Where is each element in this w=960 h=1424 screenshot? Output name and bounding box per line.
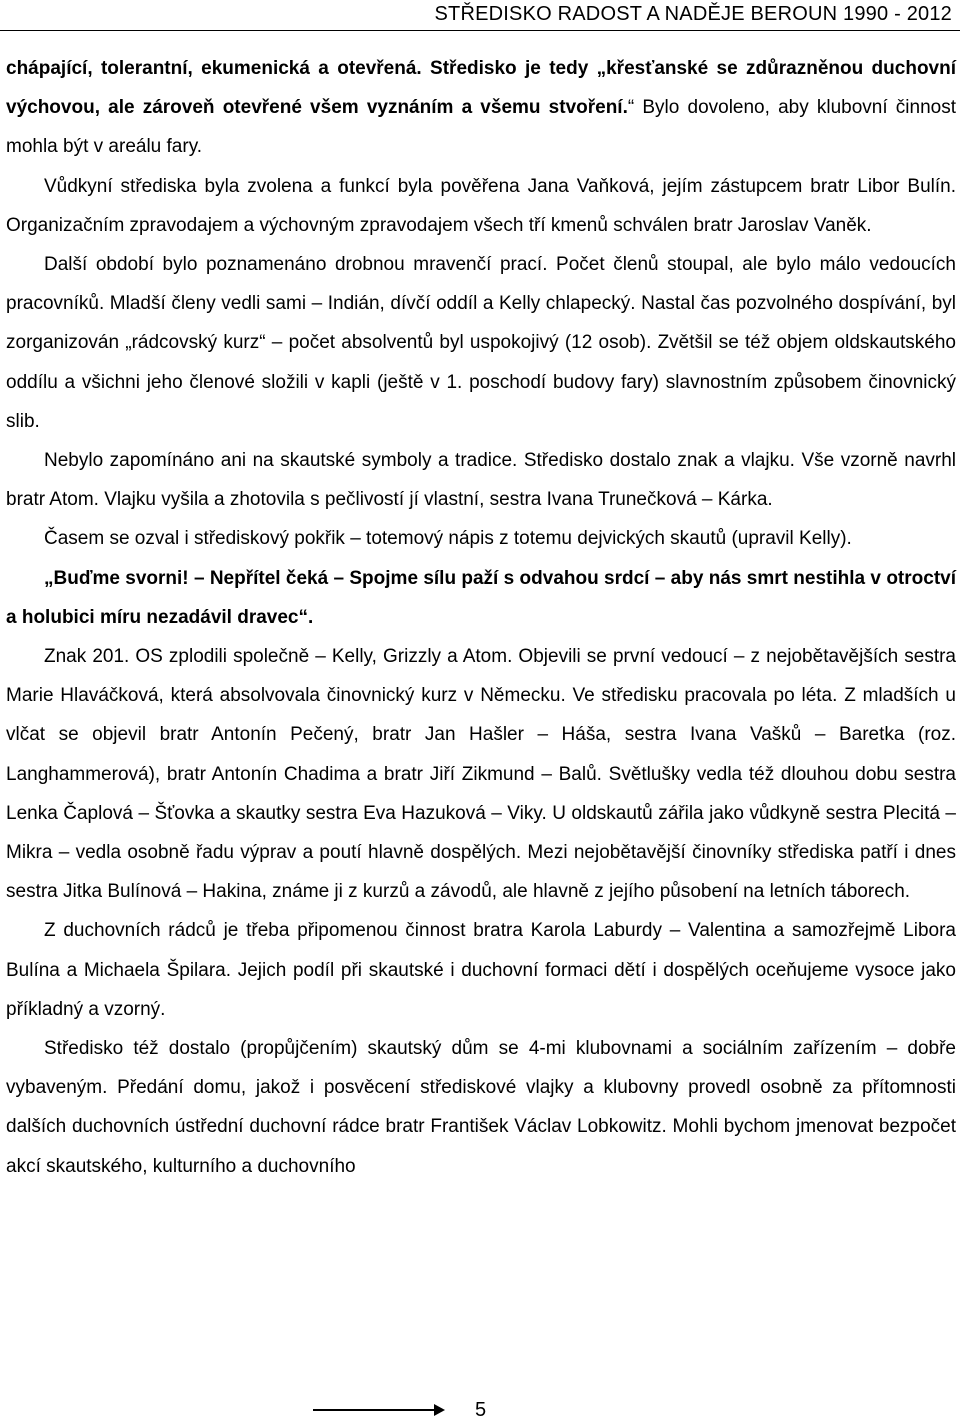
paragraph-9-run: Středisko též dostalo (propůjčením) skautský dům se 4-mi klubovnami a sociálním zařízením – dobře vybaveným. Předání domu, jakož i posvěcení střediskové vlajky a klubovny provedl osobně za přítomnosti dalších duchovních ústřední duchovní rádce bratr František Václav Lobkowitz. Mohli bychom jmenovat bezpočet akcí skautského, kulturního a duchovního <box>6 1038 956 1177</box>
paragraph-4-run: Nebylo zapomínáno ani na skautské symboly a tradice. Středisko dostalo znak a vlajku. Vše vzorně navrhl bratr Atom. Vlajku vyšila a zhotovila s pečlivostí jí vlastní, sestra Ivana Trunečková – Kárka. <box>6 450 956 511</box>
paragraph-3-run: Další období bylo poznamenáno drobnou mravenčí prací. Počet členů stoupal, ale bylo málo vedoucích pracovníků. Mladší členy vedli sami – Indián, dívčí oddíl a Kelly chlapecký. Nastal čas pozvolného dospívání, byl zorganizován „rádcovský kurz“ – počet absolventů byl uspokojivý (12 osob). Zvětšil se též objem oldskautského oddílu a všichni jeho členové složili v kapli (ještě v 1. poschodí budovy fary) slavnostním způsobem činovnický slib. <box>6 254 956 432</box>
page-footer <box>0 1395 960 1424</box>
paragraph-1 <box>6 49 956 167</box>
paragraph-8 <box>6 911 956 1029</box>
paragraph-2 <box>6 167 956 245</box>
page-header <box>0 0 960 31</box>
arrow-right-icon <box>313 1409 443 1411</box>
paragraph-6-motto <box>6 559 956 637</box>
paragraph-4 <box>6 441 956 519</box>
paragraph-9 <box>6 1029 956 1186</box>
paragraph-6-bold-run: „Buďme svorni! – Nepřítel čeká – Spojme sílu paží s odvahou srdcí – aby nás smrt nestihla v otroctví a holubici míru nezadávil dravec“. <box>6 567 956 628</box>
document-body <box>6 49 956 1186</box>
header-title: STŘEDISKO RADOST A NADĚJE BEROUN 1990 - 2012 <box>434 3 952 25</box>
paragraph-8-run: Z duchovních rádců je třeba připomenou činnost bratra Karola Laburdy – Valentina a samozřejmě Libora Bulína a Michaela Špilara. Jejich podíl při skautské i duchovní formaci dětí i dospělých oceňujeme vysoce jako příkladný a vzorný. <box>6 920 956 1020</box>
paragraph-1-bold-run: chápající, tolerantní, ekumenická a otevřená. Středisko je tedy „křesťanské se zdůrazněnou duchovní výchovou, ale zároveň otevřené všem vyznáním a všemu stvoření. <box>6 58 956 119</box>
paragraph-5-run: Časem se ozval i střediskový pokřik – totemový nápis z totemu dejvických skautů (upravil Kelly). <box>44 528 852 550</box>
paragraph-3 <box>6 245 956 441</box>
paragraph-5 <box>6 519 956 558</box>
paragraph-2-run: Vůdkyní střediska byla zvolena a funkcí byla pověřena Jana Vaňková, jejím zástupcem bratr Libor Bulín. Organizačním zpravodajem a výchovným zpravodajem všech tří kmenů schválen bratr Jaroslav Vaněk. <box>6 175 956 236</box>
paragraph-7-run: Znak 201. OS zplodili společně – Kelly, Grizzly a Atom. Objevili se první vedoucí – z nejobětavějších sestra Marie Hlaváčková, která absolvovala činovnický kurz v Německu. Ve středisku pracovala po léta. Z mladších u vlčat se objevil bratr Antonín Pečený, bratr Jan Hašler – Háša, sestra Ivana Vašků – Baretka (roz. Langhammerová), bratr Antonín Chadima a bratr Jiří Zikmund – Balů. Světlušky vedla též dlouhou dobu sestra Lenka Čaplová – Šťovka a skautky sestra Eva Hazuková – Viky. U oldskautů zářila jako vůdkyně sestra Plecitá – Mikra – vedla osobně řadu výprav a poutí hlavně dospělých. Mezi nejobětavější činovníky střediska patří i dnes sestra Jitka Bulínová – Hakina, známe ji z kurzů a závodů, ale hlavně z jejího působení na letních táborech. <box>6 646 956 903</box>
paragraph-1-run: “ Bylo dovoleno, aby klubovní činnost mohla být v areálu fary. <box>6 97 957 158</box>
paragraph-7 <box>6 637 956 911</box>
page-number: 5 <box>475 1399 487 1421</box>
